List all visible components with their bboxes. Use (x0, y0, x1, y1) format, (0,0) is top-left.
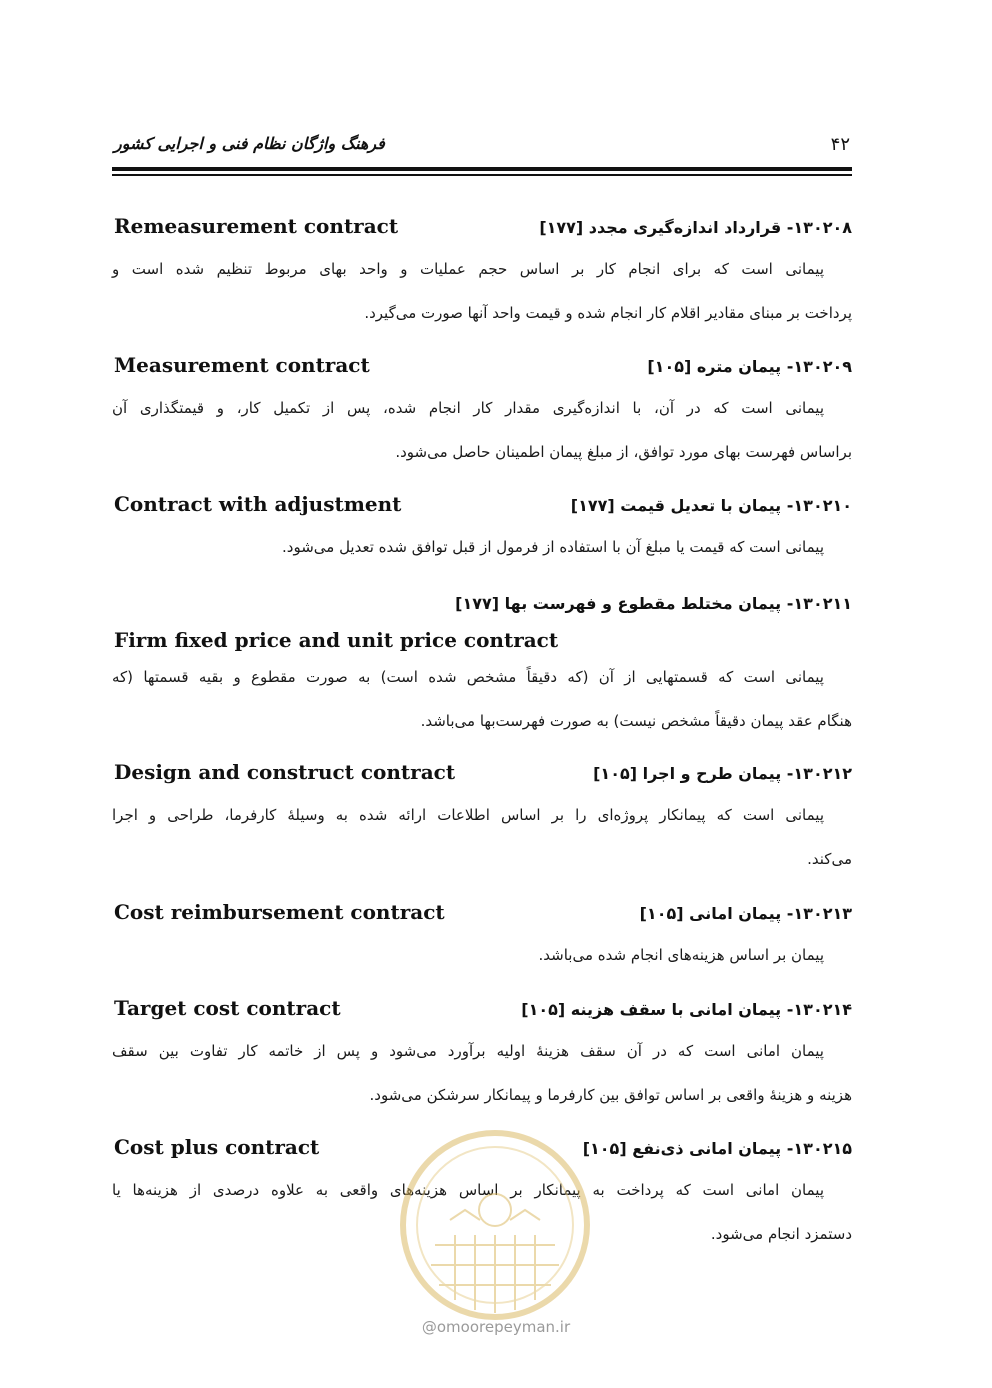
entry-persian-title: ۱۳۰۲۰۹- پیمان متره [۱۰۵] (647, 357, 852, 376)
header-rule-thick (112, 167, 852, 171)
entry-persian-title: ۱۳۰۲۱۳- پیمان امانی [۱۰۵] (639, 904, 852, 923)
entry-body-line: پیمان امانی است که پرداخت به پیمانکار بر اساس هزینه‌های واقعی به علاوه درصدی از هزینه‌ها یا (112, 1181, 824, 1199)
entry-body-line: پیمانی است که قیمت یا مبلغ آن با استفاده از فرمول از قبل توافق شده تعدیل می‌شود. (282, 538, 824, 556)
entry-english-title: Cost reimbursement contract (114, 900, 445, 924)
entry-body-line: پرداخت بر مبنای مقادیر اقلام کار انجام شده و قیمت واحد آنها صورت می‌گیرد. (364, 304, 852, 322)
entry-body-line: پیمان امانی است که در آن سقف هزینهٔ اولیه برآورد می‌شود و پس از خاتمه کار تفاوت بین سقف (112, 1042, 824, 1060)
entry-body-line: براساس فهرست بهای مورد توافق، از مبلغ پیمان اطمینان حاصل می‌شود. (395, 443, 852, 461)
entry-english-title: Firm fixed price and unit price contract (114, 628, 559, 652)
book-title: فرهنگ واژگان نظام فنی و اجرایی کشور (114, 134, 385, 153)
watermark-site: @omoorepeyman.ir (421, 1318, 571, 1336)
entry-persian-title: ۱۳۰۲۱۲- پیمان طرح و اجرا [۱۰۵] (593, 764, 852, 783)
entry-english-title: Cost plus contract (114, 1135, 320, 1159)
entry-body-line: پیمان بر اساس هزینه‌های انجام شده می‌باشد. (538, 946, 824, 964)
entry-body-line: می‌کند. (807, 850, 852, 868)
entry-persian-title: ۱۳۰۲۱۵- پیمان امانی ذی‌نفع [۱۰۵] (582, 1139, 852, 1158)
watermark-emblem-icon (395, 1125, 595, 1325)
entry-body-line: پیمانی است که قسمتهایی از آن (که دقیقاً مشخص شده است) به صورت مقطوع و بقیه قسمتها (که (112, 668, 824, 686)
entry-persian-title: ۱۳۰۲۱۴- پیمان امانی با سقف هزینه [۱۰۵] (521, 1000, 852, 1019)
entry-body-line: پیمانی است که در آن، با اندازه‌گیری مقدار کار انجام شده، پس از تکمیل کار، و قیمتگذاری آن (112, 399, 824, 417)
entry-body-line: پیمانی است که پیمانکار پروژه‌ای را بر اساس اطلاعات ارائه شده به وسیلهٔ کارفرما، طراحی و اجرا (112, 806, 824, 824)
entry-body-line: دستمزد انجام می‌شود. (710, 1225, 852, 1243)
entry-persian-title: ۱۳۰۲۰۸- قرارداد اندازه‌گیری مجدد [۱۷۷] (539, 218, 852, 237)
entry-english-title: Measurement contract (114, 353, 370, 377)
entry-english-title: Remeasurement contract (114, 214, 399, 238)
entry-body-line: پیمانی است که برای انجام کار بر اساس حجم عملیات و واحد بهای مربوط تنظیم شده است و (112, 260, 824, 278)
entry-english-title: Contract with adjustment (114, 492, 402, 516)
entry-persian-title: ۱۳۰۲۱۰- پیمان با تعدیل قیمت [۱۷۷] (570, 496, 852, 515)
page-number: ۴۲ (830, 134, 850, 155)
entry-body-line: هزینه و هزینهٔ واقعی بر اساس توافق بین کارفرما و پیمانکار سرشکن می‌شود. (369, 1086, 852, 1104)
entry-english-title: Design and construct contract (114, 760, 456, 784)
header-rule-thin (112, 174, 852, 176)
entry-english-title: Target cost contract (114, 996, 341, 1020)
entry-persian-title: ۱۳۰۲۱۱- پیمان مختلط مقطوع و فهرست بها [۱۷۷] (455, 594, 852, 613)
entry-body-line: هنگام عقد پیمان دقیقاً مشخص نیست) به صورت فهرست‌بها می‌باشد. (420, 712, 852, 730)
